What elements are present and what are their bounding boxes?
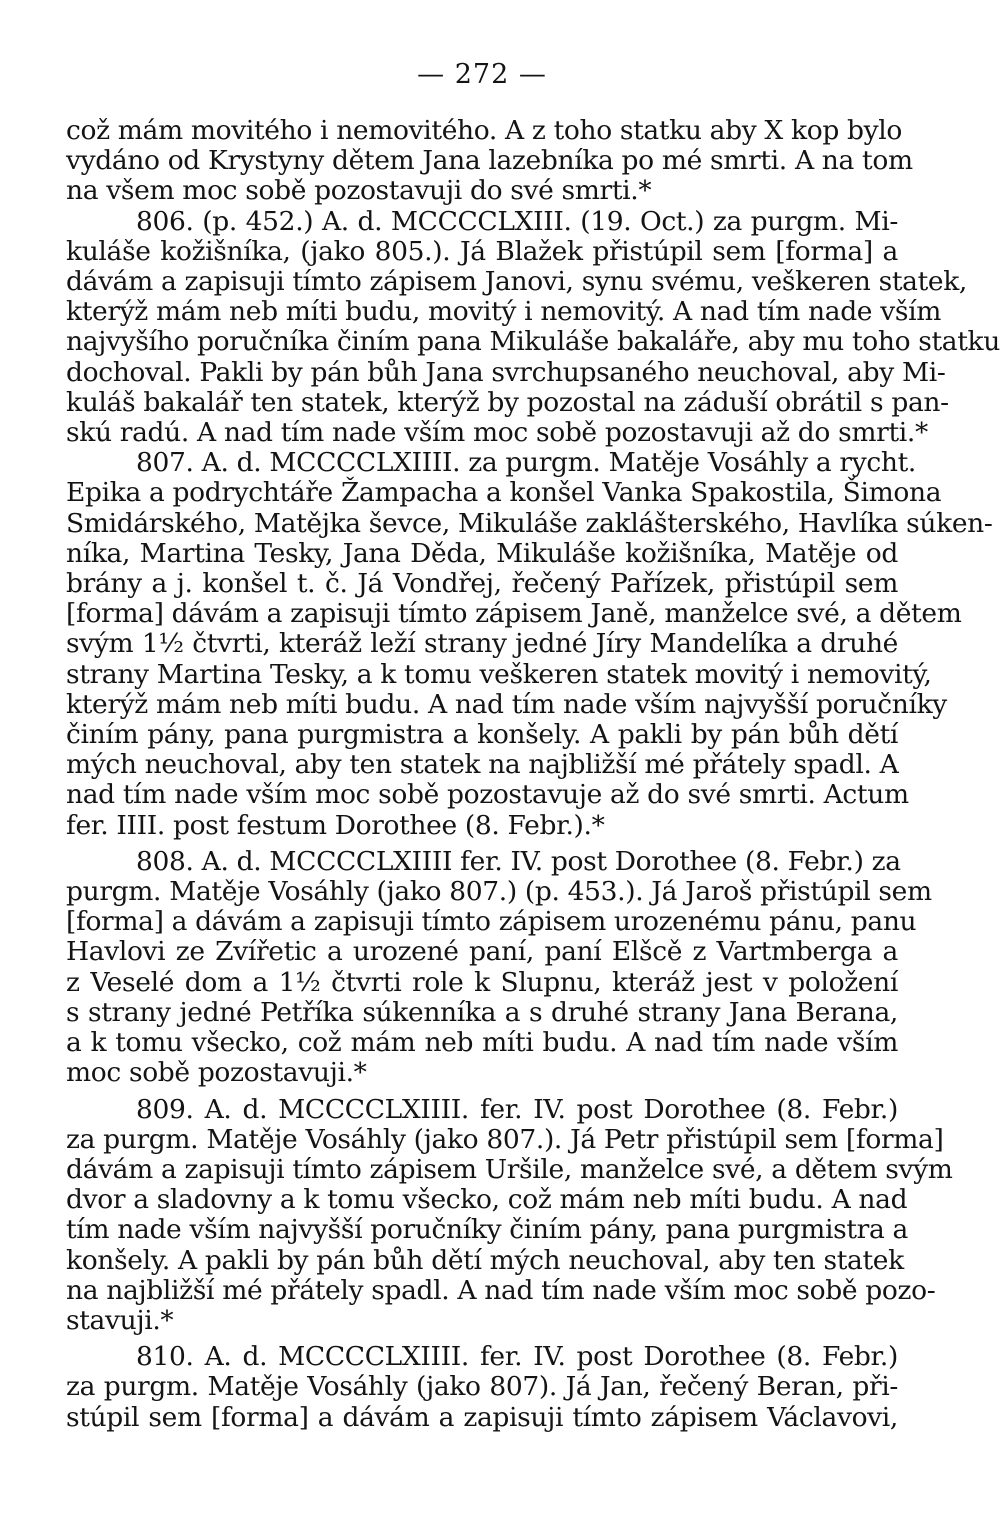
text-line: konšely. A pakli by pán bůh dětí mých neuchoval, aby ten statek <box>66 1244 904 1276</box>
entry-808 <box>66 845 932 1089</box>
entry-continuation <box>66 115 913 207</box>
text-line: za purgm. Matěje Vosáhly (jako 807). Já Jan, řečený Beran, při- <box>66 1371 898 1403</box>
text-line: svým 1½ čtvrti, kteráž leží strany jedné Jíry Mandelíka a druhé <box>66 628 898 660</box>
text-line: vydáno od Krystyny dětem Jana lazebníka po mé smrti. A na tom <box>66 145 913 177</box>
text-line: nad tím nade vším moc sobě pozostavuje až do své smrti. Actum <box>66 779 909 811</box>
text-line: na všem moc sobě pozostavuji do své smrti.* <box>66 175 652 207</box>
text-line: 810. A. d. MCCCCLXIIII. fer. IV. post Dorothee (8. Febr.) <box>136 1341 898 1373</box>
text-line: z Veselé dom a 1½ čtvrti role k Slupnu, kteráž jest v položení <box>66 966 898 998</box>
text-line: s strany jedné Petříka súkenníka a s druhé strany Jana Berana, <box>66 996 898 1028</box>
text-line: 808. A. d. MCCCCLXIIII fer. IV. post Dorothee (8. Febr.) za <box>136 845 901 877</box>
text-line: Havlovi ze Zvířetic a urozené paní, paní Elšcě z Vartmberga a <box>66 936 898 968</box>
text-line: dvor a sladovny a k tomu všecko, což mám neb míti budu. A nad <box>66 1184 908 1216</box>
text-line: Epika a podrychtáře Žampacha a konšel Vanka Spakostila, Šimona <box>66 477 942 509</box>
text-line: moc sobě pozostavuji.* <box>66 1057 367 1089</box>
entry-810 <box>66 1342 898 1433</box>
text-line: strany Martina Tesky, a k tomu veškeren statek movitý i nemovitý, <box>66 658 932 690</box>
text-line: a k tomu všecko, což mám neb míti budu. A nad tím nade vším <box>66 1027 898 1059</box>
text-line: 807. A. d. MCCCCLXIIII. za purgm. Matěje Vosáhly a rycht. <box>136 447 916 479</box>
page-number: — 272 — <box>417 59 547 90</box>
text-line: tím nade vším najvyšší poručníky činím pány, pana purgmistra a <box>66 1214 908 1246</box>
text-line: na najbližší mé přátely spadl. A nad tím nade vším moc sobě pozo- <box>66 1274 936 1306</box>
text-line: skú radú. A nad tím nade vším moc sobě pozostavuji až do smrti.* <box>66 417 928 449</box>
entry-809 <box>66 1093 953 1337</box>
text-line: stavuji.* <box>66 1304 174 1336</box>
text-line: najvyšího poručníka činím pana Mikuláše bakaláře, aby mu toho statku <box>66 326 1000 358</box>
text-line: kuláše kožišníka, (jako 805.). Já Blažek přistúpil sem [forma] a <box>66 235 898 267</box>
text-line: purgm. Matěje Vosáhly (jako 807.) (p. 453.). Já Jaroš přistúpil sem <box>66 876 932 908</box>
text-line: brány a j. konšel t. č. Já Vondřej, řečený Pařízek, přistúpil sem <box>66 568 898 600</box>
entry-807 <box>66 447 993 841</box>
text-line: kterýž mám neb míti budu, movitý i nemovitý. A nad tím nade vším <box>66 296 941 328</box>
text-line: dochoval. Pakli by pán bůh Jana svrchupsaného neuchoval, aby Mi- <box>66 356 946 388</box>
text-line: za purgm. Matěje Vosáhly (jako 807.). Já Petr přistúpil sem [forma] <box>66 1123 944 1155</box>
text-line: níka, Martina Tesky, Jana Děda, Mikuláše kožišníka, Matěje od <box>66 537 898 569</box>
text-line: což mám movitého i nemovitého. A z toho statku aby X kop bylo <box>66 115 902 146</box>
text-line: kuláš bakalář ten statek, kterýž by pozostal na záduší obrátil s pan- <box>66 386 949 418</box>
text-line: činím pány, pana purgmistra a konšely. A pakli by pán bůh dětí <box>66 719 898 751</box>
text-line: fer. IIII. post festum Dorothee (8. Febr.).* <box>66 809 605 841</box>
text-line: Smidárského, Matějka ševce, Mikuláše zaklášterského, Havlíka súken- <box>66 507 993 539</box>
text-line: [forma] a dávám a zapisuji tímto zápisem urozenému pánu, panu <box>66 906 917 938</box>
text-line: mých neuchoval, aby ten statek na najbližší mé přátely spadl. A <box>66 749 899 781</box>
text-line: 806. (p. 452.) A. d. MCCCCLXIII. (19. Oct.) za purgm. Mi- <box>136 205 898 237</box>
text-line: dávám a zapisuji tímto zápisem Uršile, manželce své, a dětem svým <box>66 1153 953 1185</box>
document-page <box>66 58 1000 1433</box>
text-line: [forma] dávám a zapisuji tímto zápisem Janě, manželce své, a dětem <box>66 598 962 630</box>
text-line: dávám a zapisuji tímto zápisem Janovi, synu svému, veškeren statek, <box>66 266 968 298</box>
text-line: stúpil sem [forma] a dávám a zapisuji tímto zápisem Václavovi, <box>66 1401 898 1433</box>
text-line: 809. A. d. MCCCCLXIIII. fer. IV. post Dorothee (8. Febr.) <box>136 1093 898 1125</box>
text-line: kterýž mám neb míti budu. A nad tím nade vším najvyšší poručníky <box>66 688 947 720</box>
entry-806 <box>66 205 1000 449</box>
